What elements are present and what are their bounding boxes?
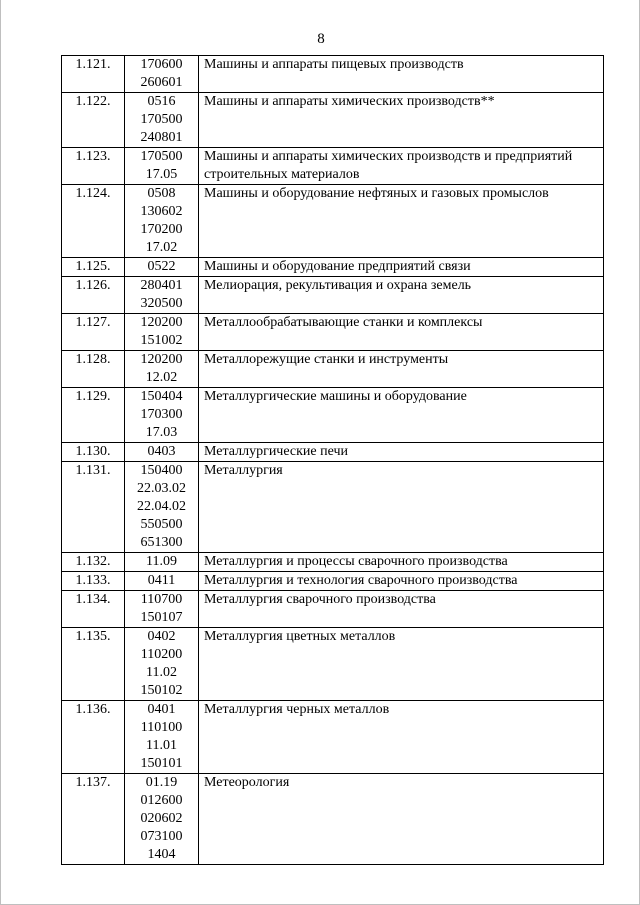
specialty-name: Машины и оборудование нефтяных и газовых промыслов [199, 185, 604, 258]
specialty-name: Машины и аппараты химических производств и предприятий строительных материалов [199, 148, 604, 185]
specialty-name: Машины и аппараты пищевых производств [199, 56, 604, 93]
specialty-code: 240801 [140, 130, 183, 145]
row-codes [125, 443, 199, 462]
specialty-name: Металлургические печи [199, 443, 604, 462]
specialty-code: 22.03.02 [137, 481, 186, 496]
specialty-code: 17.05 [145, 167, 178, 182]
specialty-code: 110700 [140, 592, 183, 607]
specialty-code: 280401 [140, 278, 183, 293]
specialty-code: 151002 [140, 333, 183, 348]
table-row [62, 351, 604, 388]
row-codes [125, 351, 199, 388]
specialty-code: 11.02 [146, 665, 177, 680]
specialty-code: 12.02 [145, 370, 178, 385]
row-codes [125, 591, 199, 628]
table-row [62, 277, 604, 314]
row-number: 1.128. [62, 351, 125, 388]
specialty-code: 110100 [140, 720, 183, 735]
specialty-code: 170200 [140, 222, 183, 237]
page-number: 8 [317, 31, 325, 47]
specialty-name: Металлургия [199, 462, 604, 553]
specialty-code: 17.02 [145, 240, 178, 255]
row-number: 1.127. [62, 314, 125, 351]
row-number: 1.123. [62, 148, 125, 185]
specialty-name: Металлургия и процессы сварочного производства [199, 553, 604, 572]
specialty-code: 11.09 [146, 554, 177, 569]
row-codes [125, 185, 199, 258]
table-row [62, 93, 604, 148]
table-row [62, 774, 604, 865]
row-codes [125, 462, 199, 553]
row-codes [125, 93, 199, 148]
specialty-code: 150101 [140, 756, 183, 771]
table-row [62, 314, 604, 351]
specialty-code: 11.01 [146, 738, 177, 753]
row-number: 1.130. [62, 443, 125, 462]
row-number: 1.137. [62, 774, 125, 865]
row-codes [125, 628, 199, 701]
specialty-code: 651300 [140, 535, 183, 550]
specialty-code: 1404 [147, 847, 176, 862]
table-row [62, 701, 604, 774]
row-number: 1.126. [62, 277, 125, 314]
specialty-name: Машины и оборудование предприятий связи [199, 258, 604, 277]
specialty-code: 120200 [140, 352, 183, 367]
specialty-code: 170500 [140, 149, 183, 164]
table-row [62, 185, 604, 258]
table-row [62, 628, 604, 701]
row-number: 1.133. [62, 572, 125, 591]
row-codes [125, 258, 199, 277]
specialty-code: 0516 [147, 94, 176, 109]
specialty-code: 0522 [147, 259, 176, 274]
row-codes [125, 314, 199, 351]
specialty-code: 150107 [140, 610, 183, 625]
row-number: 1.124. [62, 185, 125, 258]
table-row [62, 388, 604, 443]
row-number: 1.121. [62, 56, 125, 93]
specialty-code: 170300 [140, 407, 183, 422]
specialty-code: 020602 [140, 811, 183, 826]
specialty-code: 150404 [140, 389, 183, 404]
specialty-code: 0508 [147, 186, 176, 201]
table-row [62, 148, 604, 185]
specialty-code: 0401 [147, 702, 176, 717]
specialty-code: 260601 [140, 75, 183, 90]
specialty-name: Металлургия черных металлов [199, 701, 604, 774]
specialties-table [61, 55, 604, 865]
row-number: 1.134. [62, 591, 125, 628]
specialty-code: 073100 [140, 829, 183, 844]
row-number: 1.136. [62, 701, 125, 774]
specialty-code: 170500 [140, 112, 183, 127]
table-row [62, 591, 604, 628]
specialty-name: Металлургия сварочного производства [199, 591, 604, 628]
table-row [62, 443, 604, 462]
row-codes [125, 774, 199, 865]
specialty-code: 22.04.02 [137, 499, 186, 514]
specialty-code: 170600 [140, 57, 183, 72]
specialty-name: Металлорежущие станки и инструменты [199, 351, 604, 388]
row-codes [125, 572, 199, 591]
specialty-code: 012600 [140, 793, 183, 808]
row-codes [125, 277, 199, 314]
specialty-name: Металлургия цветных металлов [199, 628, 604, 701]
table-row [62, 56, 604, 93]
table-body [62, 56, 604, 865]
specialty-code: 150102 [140, 683, 183, 698]
specialty-name: Металлургические машины и оборудование [199, 388, 604, 443]
row-number: 1.132. [62, 553, 125, 572]
row-codes [125, 56, 199, 93]
row-number: 1.122. [62, 93, 125, 148]
table-row [62, 258, 604, 277]
table-row [62, 572, 604, 591]
specialty-code: 0403 [147, 444, 176, 459]
specialty-code: 150400 [140, 463, 183, 478]
row-codes [125, 388, 199, 443]
specialty-name: Машины и аппараты химических производств** [199, 93, 604, 148]
specialty-code: 01.19 [145, 775, 178, 790]
specialty-name: Мелиорация, рекультивация и охрана земель [199, 277, 604, 314]
specialty-code: 130602 [140, 204, 183, 219]
row-codes [125, 553, 199, 572]
row-number: 1.129. [62, 388, 125, 443]
specialty-code: 0402 [147, 629, 176, 644]
specialty-name: Металлургия и технология сварочного производства [199, 572, 604, 591]
specialty-name: Металлообрабатывающие станки и комплексы [199, 314, 604, 351]
specialty-code: 550500 [140, 517, 183, 532]
specialty-code: 120200 [140, 315, 183, 330]
table-row [62, 553, 604, 572]
specialty-code: 320500 [140, 296, 183, 311]
row-codes [125, 701, 199, 774]
specialty-code: 17.03 [145, 425, 178, 440]
row-codes [125, 148, 199, 185]
specialty-code: 110200 [140, 647, 183, 662]
row-number: 1.125. [62, 258, 125, 277]
specialty-code: 0411 [147, 573, 176, 588]
row-number: 1.131. [62, 462, 125, 553]
specialty-name: Метеорология [199, 774, 604, 865]
table-row [62, 462, 604, 553]
row-number: 1.135. [62, 628, 125, 701]
